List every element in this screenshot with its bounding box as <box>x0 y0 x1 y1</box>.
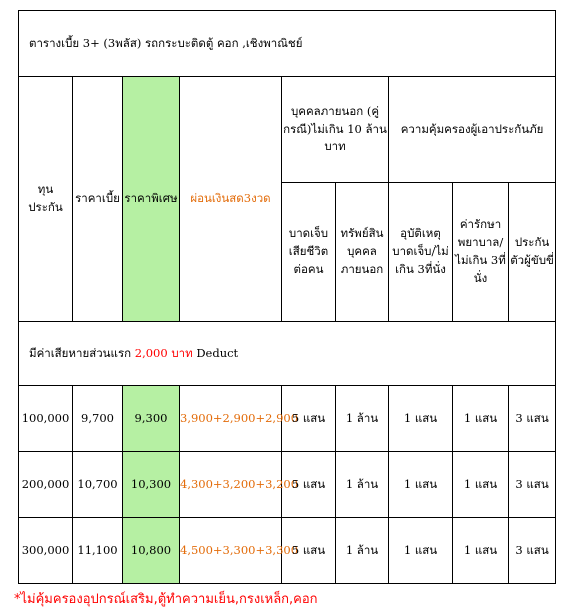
deductible-row <box>19 322 556 386</box>
cell-premium: 10,700 <box>73 452 123 518</box>
deductible-suffix: Deduct <box>192 345 239 360</box>
header-capital: ทุน ประกัน <box>19 77 73 322</box>
cell-special-price: 10,300 <box>123 452 180 518</box>
cell-installment: 3,900+2,900+2,900 <box>180 386 282 452</box>
cell-special-price: 9,300 <box>123 386 180 452</box>
header-third-party-property: ทรัพย์สิน บุคคล ภายนอก <box>336 183 389 322</box>
cell-medical: 1 แสน <box>453 386 509 452</box>
cell-injury: 5 แสน <box>282 452 336 518</box>
cell-personal-accident: 1 แสน <box>389 518 453 584</box>
header-personal-accident: อุบัติเหตุ บาดเจ็บ/ไม่ เกิน 3ที่นั่ง <box>389 183 453 322</box>
cell-capital: 200,000 <box>19 452 73 518</box>
header-third-party: บุคคลภายนอก (คู่กรณี)ไม่เกิน 10 ล้านบาท <box>282 77 389 183</box>
cell-injury: 5 แสน <box>282 518 336 584</box>
cell-property: 1 ล้าน <box>336 452 389 518</box>
cell-medical: 1 แสน <box>453 518 509 584</box>
header-medical: ค่ารักษา พยาบาล/ ไม่เกิน 3ที่ นั่ง <box>453 183 509 322</box>
cell-installment: 4,300+3,200+3,200 <box>180 452 282 518</box>
cell-installment: 4,500+3,300+3,300 <box>180 518 282 584</box>
header-premium: ราคาเบี้ย <box>73 77 123 322</box>
cell-premium: 11,100 <box>73 518 123 584</box>
cell-property: 1 ล้าน <box>336 386 389 452</box>
deductible-amount: 2,000 บาท <box>134 345 193 360</box>
cell-capital: 100,000 <box>19 386 73 452</box>
table-row <box>19 386 556 452</box>
deductible-prefix: มีค่าเสียหายส่วนแรก <box>29 345 135 360</box>
cell-property: 1 ล้าน <box>336 518 389 584</box>
premium-table <box>18 10 556 584</box>
header-coverage: ความคุ้มครองผู้เอาประกันภัย <box>389 77 556 183</box>
table-row <box>19 452 556 518</box>
cell-special-price: 10,800 <box>123 518 180 584</box>
header-special-price: ราคาพิเศษ <box>123 77 180 322</box>
cell-personal-accident: 1 แสน <box>389 452 453 518</box>
cell-capital: 300,000 <box>19 518 73 584</box>
cell-personal-accident: 1 แสน <box>389 386 453 452</box>
exclusion-note: *ไม่คุ้มครองอุปกรณ์เสริม,ตู้ทำความเย็น,กรงเหล็ก,คอก <box>14 592 318 607</box>
header-bail-bond: ประกัน ตัวผู้ขับขี่ <box>509 183 556 322</box>
cell-bail: 3 แสน <box>509 518 556 584</box>
table-row <box>19 518 556 584</box>
header-installment: ผ่อนเงินสด3งวด <box>180 77 282 322</box>
header-injury-death: บาดเจ็บ เสียชีวิต ต่อคน <box>282 183 336 322</box>
cell-injury: 5 แสน <box>282 386 336 452</box>
cell-bail: 3 แสน <box>509 452 556 518</box>
table-title: ตารางเบี้ย 3+ (3พลัส) รถกระบะติดตู้ คอก ,เชิงพาณิชย์ <box>19 11 556 77</box>
cell-medical: 1 แสน <box>453 452 509 518</box>
cell-bail: 3 แสน <box>509 386 556 452</box>
cell-premium: 9,700 <box>73 386 123 452</box>
